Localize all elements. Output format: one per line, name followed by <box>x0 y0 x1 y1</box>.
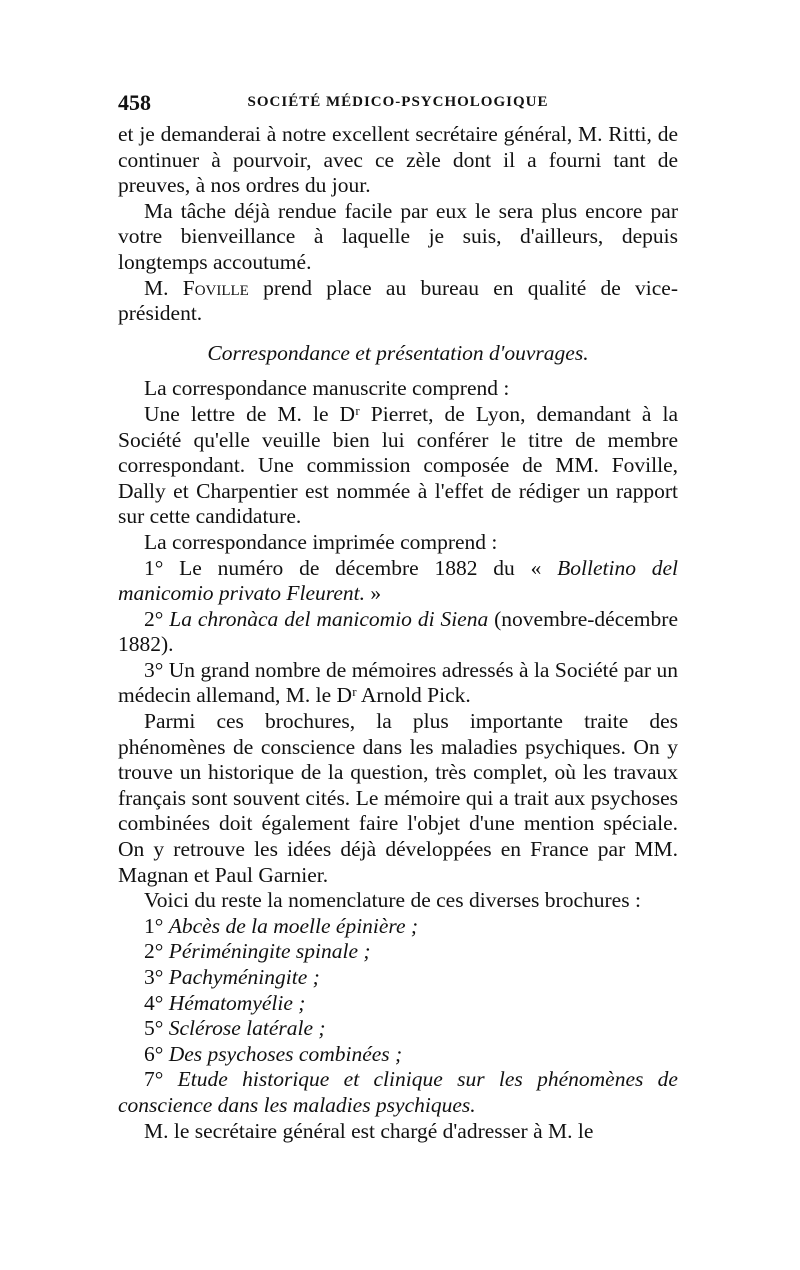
list-item <box>118 1067 678 1118</box>
paragraph-nomenclature: Voici du reste la nomenclature de ces diverses brochures : <box>144 888 641 913</box>
list-item <box>118 1042 678 1068</box>
list-text: Pachyméningite ; <box>168 965 320 989</box>
page-body <box>118 122 678 1144</box>
paragraph-printed: La correspondance imprimée comprend : <box>144 529 498 554</box>
paragraph-task: Ma tâche déjà rendue facile par eux le sera plus encore par votre bienveillance à laquelle je suis, d'ailleurs, depuis longtemps accoutumé. <box>118 198 678 274</box>
item2-pre: 2° <box>144 606 170 631</box>
printed-item-2 <box>118 607 678 658</box>
list-num: 6° <box>144 1041 169 1066</box>
paragraph-letter: Une lettre de M. le Dʳ Pierret, de Lyon, demandant à la Société qu'elle veuille bien lui conférer le titre de membre correspondant. Une commission composée de MM. Foville, Dally et Charpentier est nommée à l'effet de rédiger un rapport sur cette candidature. <box>118 401 678 529</box>
list-num: 5° <box>144 1016 169 1041</box>
section-title: Correspondance et présentation d'ouvrages. <box>207 340 589 365</box>
paragraph-secretary: M. le secrétaire général est chargé d'adresser à M. le <box>144 1118 594 1143</box>
running-title: SOCIÉTÉ MÉDICO-PSYCHOLOGIQUE <box>247 94 549 110</box>
item1-title: Bolletino del manicomio privato Fleurent. <box>118 555 679 606</box>
list-num: 1° <box>144 913 169 938</box>
foville-name: M. Foville <box>144 275 249 300</box>
foville-text: prend place au bureau en qualité de vice-président. <box>118 275 678 326</box>
list-item <box>118 1016 678 1042</box>
item1-post: » <box>365 581 382 606</box>
list-num: 3° <box>144 965 169 989</box>
item2-title: La chronàca del manicomio di Siena <box>169 606 489 631</box>
printed-item-3: 3° Un grand nombre de mémoires adressés à la Société par un médecin allemand, M. le Dʳ Arnold Pick. <box>118 657 678 708</box>
paragraph-continuation: et je demanderai à notre excellent secrétaire général, M. Ritti, de continuer à pourvoir, avec ce zèle dont il a fourni tant de preuves, à nos ordres du jour. <box>118 122 678 198</box>
list-item <box>118 991 678 1017</box>
list-num: 7° <box>144 1067 178 1092</box>
list-num: 4° <box>144 990 169 1015</box>
page-number: 458 <box>118 90 151 115</box>
list-text: Périméningite spinale ; <box>168 939 371 964</box>
list-item <box>118 939 678 965</box>
item1-pre: 1° Le numéro de décembre 1882 du « <box>144 555 558 580</box>
list-num: 2° <box>144 939 169 964</box>
printed-item-1 <box>118 556 678 607</box>
list-item <box>118 965 678 991</box>
list-text: Sclérose latérale ; <box>168 1016 326 1041</box>
list-text: Des psychoses combinées ; <box>168 1041 403 1066</box>
list-text: Etude historique et clinique sur les phénomènes de conscience dans les maladies psychiques. <box>118 1067 678 1117</box>
list-text: Abcès de la moelle épinière ; <box>168 913 419 938</box>
page-header <box>118 90 678 120</box>
paragraph-brochures: Parmi ces brochures, la plus importante traite des phénomènes de conscience dans les maladies psychiques. On y trouve un historique de la question, très complet, où les travaux français sont souvent cités. Le mémoire qui a trait aux psychoses combinées doit également faire l'objet d'une mention spéciale. On y retrouve les idées déjà développées en France par MM. Magnan et Paul Garnier. <box>118 709 678 887</box>
paragraph-foville <box>118 276 678 327</box>
list-text: Hématomyélie ; <box>168 990 306 1015</box>
item2-post: (novembre-décembre 1882). <box>118 606 678 657</box>
paragraph-manuscript: La correspondance manuscrite comprend : <box>144 376 510 401</box>
list-item <box>118 914 678 940</box>
